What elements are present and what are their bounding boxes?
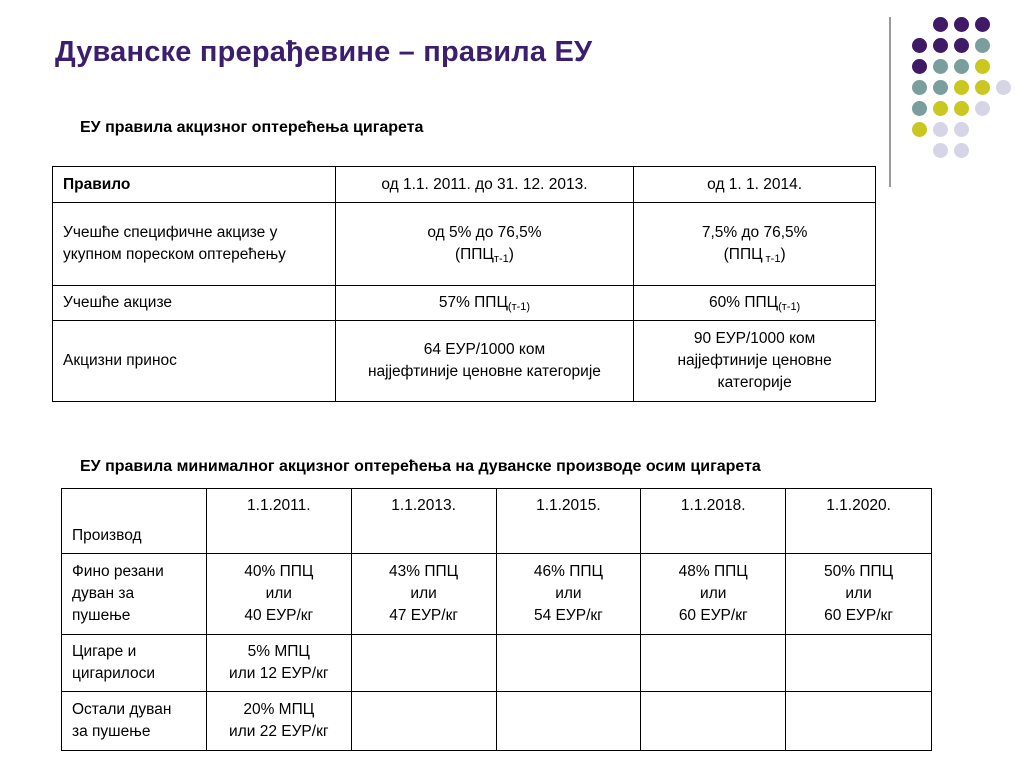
table-row — [62, 635, 932, 692]
decorative-dot — [933, 80, 948, 95]
cell-excise-share-2011: 57% $ППЦ_{(т-1)}$ — [335, 286, 634, 321]
empty-cell — [496, 692, 641, 751]
row-label-fine-cut: Фино резани дуван за пушење — [62, 554, 207, 635]
decorative-dot — [954, 101, 969, 116]
decorative-dot — [933, 17, 948, 32]
header-date-2018: 1.1.2018. — [641, 489, 786, 554]
table-header-row — [53, 167, 876, 203]
decorative-dot — [975, 59, 990, 74]
table-row — [62, 692, 932, 751]
header-period-2011-2013: од 1.1. 2011. до 31. 12. 2013. — [335, 167, 634, 203]
decorative-dot — [954, 17, 969, 32]
cell-cigars-2011: 5% МПЦ или 12 ЕУР/кг — [206, 635, 351, 692]
empty-cell — [496, 635, 641, 692]
decorative-dot — [975, 80, 990, 95]
section-heading-cigarettes: ЕУ правила акцизног оптерећења цигарета — [80, 119, 424, 136]
cell-fine-cut-2011: 40% ППЦ или 40 ЕУР/кг — [206, 554, 351, 635]
table-row — [53, 286, 876, 321]
cigarette-excise-table — [52, 166, 876, 402]
decorative-dot — [912, 59, 927, 74]
decorative-dot — [954, 143, 969, 158]
other-tobacco-excise-table — [61, 488, 932, 751]
decorative-dot — [954, 80, 969, 95]
empty-cell — [786, 692, 932, 751]
cell-fine-cut-2020: 50% ППЦ или 60 ЕУР/кг — [786, 554, 932, 635]
slide-title: Дуванске прерађевине – правила ЕУ — [55, 36, 593, 68]
row-label-specific-share: Учешће специфичне акцизе у укупном пореском оптерећењу — [53, 203, 336, 286]
cell-fine-cut-2015: 46% ППЦ или 54 ЕУР/кг — [496, 554, 641, 635]
table-row — [53, 321, 876, 402]
table-row — [53, 203, 876, 286]
header-product: Производ — [62, 489, 207, 554]
decorative-dot — [975, 101, 990, 116]
cell-other-tobacco-2011: 20% МПЦ или 22 ЕУР/кг — [206, 692, 351, 751]
cell-yield-2014: 90 ЕУР/1000 ком најјефтиније ценовне категорије — [634, 321, 876, 402]
decorative-dot — [933, 59, 948, 74]
row-label-excise-yield: Акцизни принос — [53, 321, 336, 402]
decorative-dot — [912, 101, 927, 116]
decorative-dot — [954, 38, 969, 53]
header-date-2011: 1.1.2011. — [206, 489, 351, 554]
header-date-2013: 1.1.2013. — [351, 489, 496, 554]
decorative-dot — [912, 38, 927, 53]
row-label-other-tobacco: Остали дуван за пушење — [62, 692, 207, 751]
decorative-dot — [933, 101, 948, 116]
row-label-cigars: Цигаре и цигарилоси — [62, 635, 207, 692]
cell-specific-share-2014: 7,5% до 76,5% (ППЦ $_{т-1}$) — [634, 203, 876, 286]
row-label-excise-share: Учешће акцизе — [53, 286, 336, 321]
decorative-dot — [933, 143, 948, 158]
decorative-dot — [933, 38, 948, 53]
decorative-dot — [996, 80, 1011, 95]
decorative-dot — [912, 122, 927, 137]
header-date-2015: 1.1.2015. — [496, 489, 641, 554]
cell-yield-2011: 64 ЕУР/1000 ком најјефтиније ценовне категорије — [335, 321, 634, 402]
decorative-dot — [954, 59, 969, 74]
cell-specific-share-2011: од 5% до 76,5% $(ППЦ_{т-1})$ — [335, 203, 634, 286]
cell-excise-share-2014: 60% $ППЦ_{(т-1)}$ — [634, 286, 876, 321]
decorative-dot — [975, 38, 990, 53]
empty-cell — [351, 635, 496, 692]
cell-fine-cut-2018: 48% ППЦ или 60 ЕУР/кг — [641, 554, 786, 635]
empty-cell — [351, 692, 496, 751]
empty-cell — [641, 692, 786, 751]
cell-fine-cut-2013: 43% ППЦ или 47 ЕУР/кг — [351, 554, 496, 635]
decorative-dot — [933, 122, 948, 137]
header-date-2020: 1.1.2020. — [786, 489, 932, 554]
divider-line — [889, 17, 891, 187]
header-period-2014: од 1. 1. 2014. — [634, 167, 876, 203]
empty-cell — [786, 635, 932, 692]
section-heading-other-tobacco: ЕУ правила минималног акцизног оптерећења на дуванске производе осим цигарета — [80, 458, 761, 475]
header-rule: Правило — [53, 167, 336, 203]
decorative-dot — [975, 17, 990, 32]
decorative-dot — [954, 122, 969, 137]
empty-cell — [641, 635, 786, 692]
table-header-row — [62, 489, 932, 554]
decorative-dot — [912, 80, 927, 95]
table-row — [62, 554, 932, 635]
